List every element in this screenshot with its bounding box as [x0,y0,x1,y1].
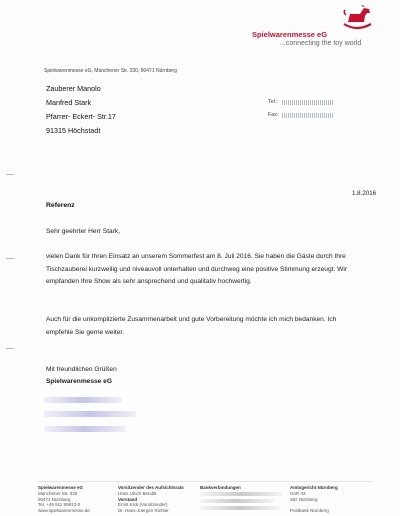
footer-executive-head: Vorstand [118,496,138,502]
brand-name: Spielwarenmesse eG [252,30,328,39]
footer-street: Münchener Str. 330 [38,490,78,496]
letter-date: 1.8.2016 [352,190,377,197]
footer-website: www.spielwarenmesse.de [38,508,90,514]
recipient-city: 91315 Höchstadt [46,126,101,135]
footer-city: 90471 Nürnberg [38,496,71,502]
brand-tagline: ...connecting the toy world [280,40,362,47]
footer-phone: Tel. +49 911 99813-0 [38,502,81,508]
signer-name-redacted [44,411,136,417]
fold-mark [6,174,14,175]
tel-label: Tel.: [268,99,278,105]
footer-board-head: Vorsitzender des Aufsichtsrats [118,485,184,490]
signer-title-redacted [44,426,126,432]
closing-company: Spielwarenmesse eG [46,378,112,385]
recipient-street: Pfarrer- Eckert- Str.17 [46,112,116,121]
footer-company-name: Spielwarenmesse eG [38,485,84,490]
footer-court-head: Amtsgericht Nürnberg [290,485,338,490]
footer-register-number: GnR 43 [290,490,306,496]
fax-label: Fax: [268,112,279,118]
sender-return-address: Spielwarenmesse eG, Münchener Str. 330, 90471 Nürnberg [44,68,177,74]
body-paragraph-2: Auch für die unkomplizierte Zusammenarbeit und gute Vorbereitung möchte ich mich bedanken. Ich empfehle Sie gerne weiter. [46,316,337,336]
footer-board-info [118,485,194,514]
signature-redacted [44,397,122,403]
recipient-name: Zauberer Manolo [46,84,101,93]
footer-divider [38,481,373,482]
bank-details-redacted [200,506,280,510]
footer-bank-info [200,485,280,491]
salutation: Sehr geehrter Herr Stark, [46,228,121,235]
footer-executive-1: Ernst Kick (Vorsitzender) [118,502,168,508]
recipient-person: Manfred Stark [46,98,92,107]
footer-company-info [38,485,116,514]
rocking-horse-logo-icon [340,2,374,32]
footer-bank-head: Bankverbindungen [200,485,241,490]
bank-details-redacted [200,492,282,496]
body-paragraph-1: vielen Dank für Ihren Einsatz an unserem Sommerfest am 8. Juli 2016. Sie haben die Gäste durch Ihre Tischzauberei kurzweilig und niveauvoll unterhalten und durchweg eine positive Stimmung erzeugt. Wir empfanden Ihre Show als sehr ansprechend und qualitativ hochwertig. [46,253,348,286]
punch-mark [6,258,14,259]
footer-executive-2: Dr. Hans-Juergen Richter [118,508,169,514]
letter-subject: Referenz [46,202,75,209]
fax-redacted [282,113,334,118]
bank-details-redacted [200,499,274,503]
footer-seat: Sitz Nürnberg [290,496,318,502]
footer-postbank: Postbank Nürnberg [290,508,329,514]
footer-register-info [290,485,370,514]
fold-mark [6,348,14,349]
tel-redacted [282,100,334,105]
footer-board-chair: Hans Ulrich Benditt [118,490,157,496]
closing-phrase: Mit freundlichen Grüßen [46,366,117,373]
